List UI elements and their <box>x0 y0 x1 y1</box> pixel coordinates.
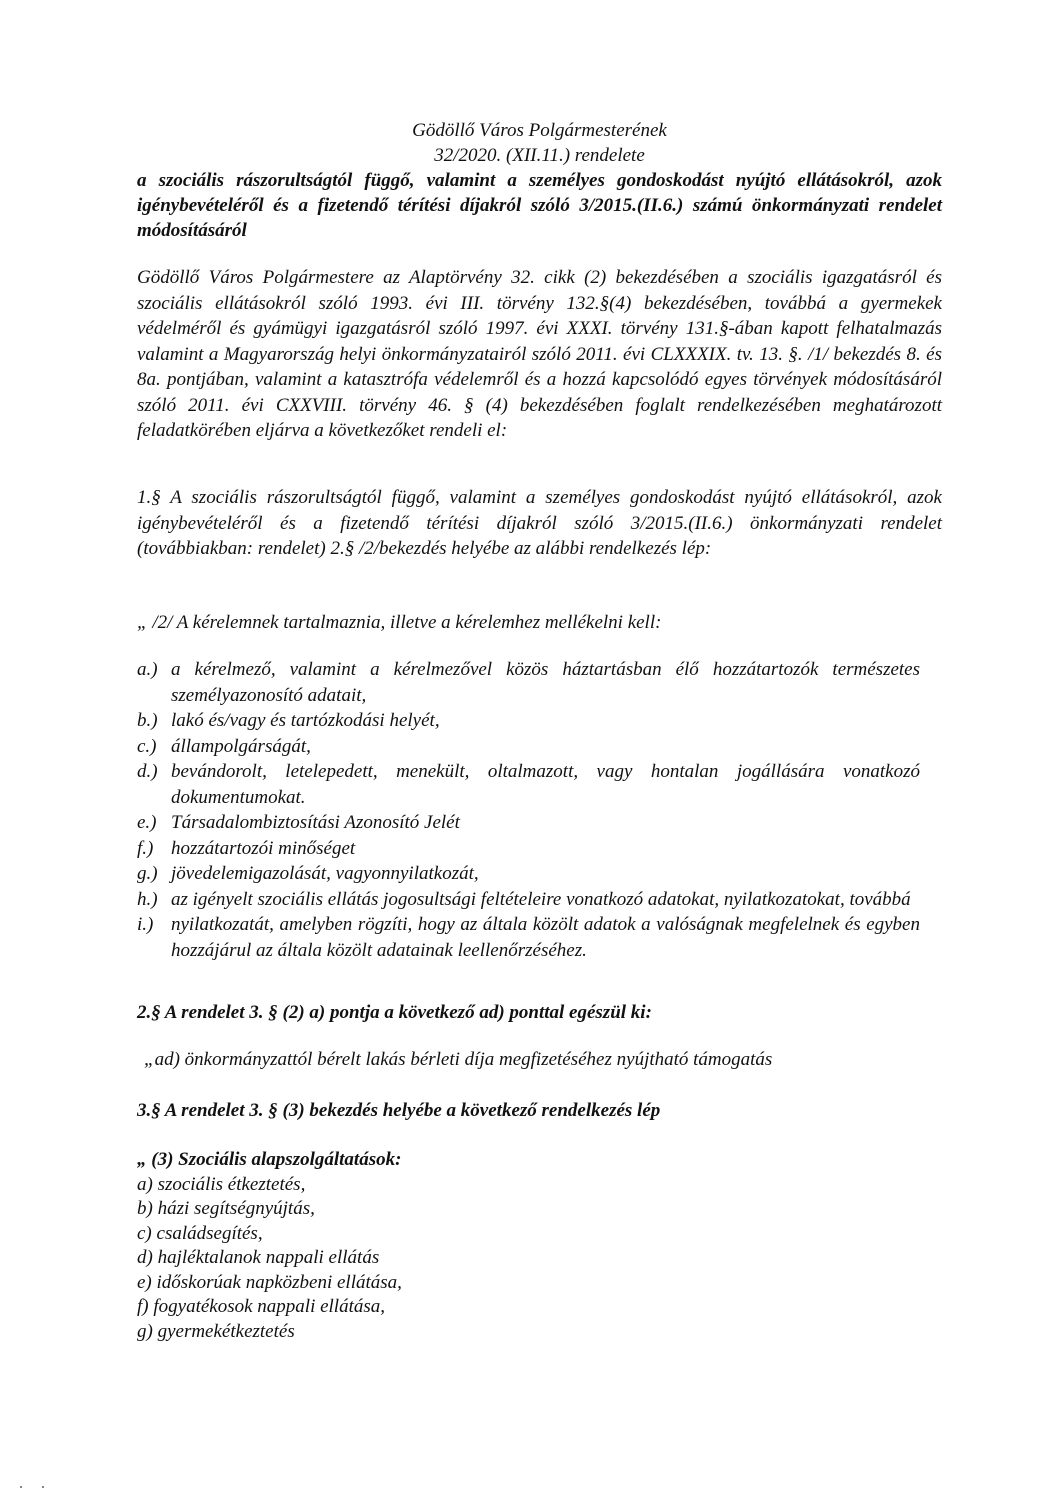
title-issuer: Gödöllő Város Polgármesterének <box>412 120 667 141</box>
list-item-label: e.) <box>137 812 157 833</box>
list-item-label: b.) <box>137 710 158 731</box>
title-decree-number: 32/2020. (XII.11.) rendelete <box>434 145 645 166</box>
list-item-text: lakó és/vagy és tartózkodási helyét, <box>171 710 440 731</box>
list-item-text: a kérelmező, valamint a kérelmezővel közös háztartásban élő hozzátartozók természetes személyazonosító adatait, <box>171 659 920 706</box>
section-1-quote-intro: „ /2/ A kérelemnek tartalmaznia, illetve a kérelemhez mellékelni kell: <box>137 612 662 633</box>
list-item: e) időskorúak napközbeni ellátása, <box>137 1271 402 1293</box>
section-3-list <box>137 1148 402 1344</box>
list-item-text: jövedelemigazolását, vagyonnyilatkozát, <box>171 863 479 884</box>
list-item <box>137 734 942 760</box>
scan-artifact <box>20 1486 22 1488</box>
list-item-text: hozzátartozói minőséget <box>171 837 356 859</box>
list-item-text: Társadalombiztosítási Azonosító Jelét <box>171 812 460 833</box>
section-3-list-heading: „ (3) Szociális alapszolgáltatások: <box>137 1149 402 1170</box>
list-item <box>137 887 942 913</box>
list-item <box>137 810 942 836</box>
list-item-text: bevándorolt, letelepedett, menekült, oltalmazott, vagy hontalan jogállására vonatkozó dokumentumokat. <box>171 761 920 808</box>
list-item-label: i.) <box>137 914 154 935</box>
list-item: d) hajléktalanok nappali ellátás <box>137 1247 380 1268</box>
section-1-text: 1.§ A szociális rászorultságtól függő, valamint a személyes gondoskodást nyújtó ellátásokról, azok igénybevételéről és a fizetendő térítési díjakról szóló 3/2015.(II.6.) önkormányzati rendelet (továbbiakban: rendelet) 2.§ /2/bekezdés helyébe az alábbi rendelkezés lép: <box>137 487 942 559</box>
title-subject: a szociális rászorultságtól függő, valamint a személyes gondoskodást nyújtó ellátásokról, azok igénybevételéről és a fizetendő térítési díjakról szóló 3/2015.(II.6.) számú önkormányzati rendelet módosításáról <box>137 170 942 241</box>
preamble: Gödöllő Város Polgármestere az Alaptörvény 32. cikk (2) bekezdésében a szociális igazgatásról és szociális ellátásokról szóló 1993. évi III. törvény 132.§(4) bekezdésében, továbbá a gyermekek védelméről és gyámügyi igazgatásról szóló 1997. évi XXXI. törvény 131.§-ában kapott felhatalmazás valamint a Magyarország helyi önkormányzatairól szóló 2011. évi CLXXXIX. tv. 13. §. /1/ bekezdés 8. és 8a. pontjában, valamint a katasztrófa védelemről és a hozzá kapcsolódó egyes törvények módosításáról szóló 2011. évi CXXVIII. törvény 46. § (4) bekezdésében foglalt rendelkezésében meghatározott feladatkörében eljárva a következőket rendeli el: <box>137 267 942 441</box>
section-3-heading: 3.§ A rendelet 3. § (3) bekezdés helyébe a következő rendelkezés lép <box>137 1100 661 1121</box>
list-item: g) gyermekétkeztetés <box>137 1320 295 1342</box>
section-2-quote: „ad) önkormányzattól bérelt lakás bérleti díja megfizetéséhez nyújtható támogatás <box>144 1049 773 1070</box>
list-item: b) házi segítségnyújtás, <box>137 1198 315 1219</box>
section-2-heading: 2.§ A rendelet 3. § (2) a) pontja a következő ad) ponttal egészül ki: <box>137 1002 652 1023</box>
list-item <box>137 912 942 963</box>
list-item-label: f.) <box>137 837 154 859</box>
list-item: a) szociális étkeztetés, <box>137 1173 306 1195</box>
list-item-label: a.) <box>137 659 158 680</box>
list-item <box>137 836 942 862</box>
title-block <box>137 118 942 243</box>
list-item-label: h.) <box>137 888 158 910</box>
list-item-text: az igényelt szociális ellátás jogosultsági feltételeire vonatkozó adatokat, nyilatkozatokat, továbbá <box>171 888 911 910</box>
list-item <box>137 708 942 734</box>
list-item <box>137 861 942 887</box>
list-item-text: nyilatkozatát, amelyben rögzíti, hogy az általa közölt adatok a valóságnak megfelelnek és egyben hozzájárul az általa közölt adatainak leellenőrzéséhez. <box>171 914 920 961</box>
list-item-text: állampolgárságát, <box>171 735 311 757</box>
list-item: f) fogyatékosok nappali ellátása, <box>137 1296 386 1317</box>
list-item-label: g.) <box>137 863 158 884</box>
list-item-label: d.) <box>137 761 158 782</box>
section-1-item-list <box>137 657 942 963</box>
list-item <box>137 657 942 708</box>
list-item <box>137 759 942 810</box>
list-item-label: c.) <box>137 735 157 757</box>
scan-artifact <box>42 1486 44 1488</box>
list-item: c) családsegítés, <box>137 1222 263 1244</box>
